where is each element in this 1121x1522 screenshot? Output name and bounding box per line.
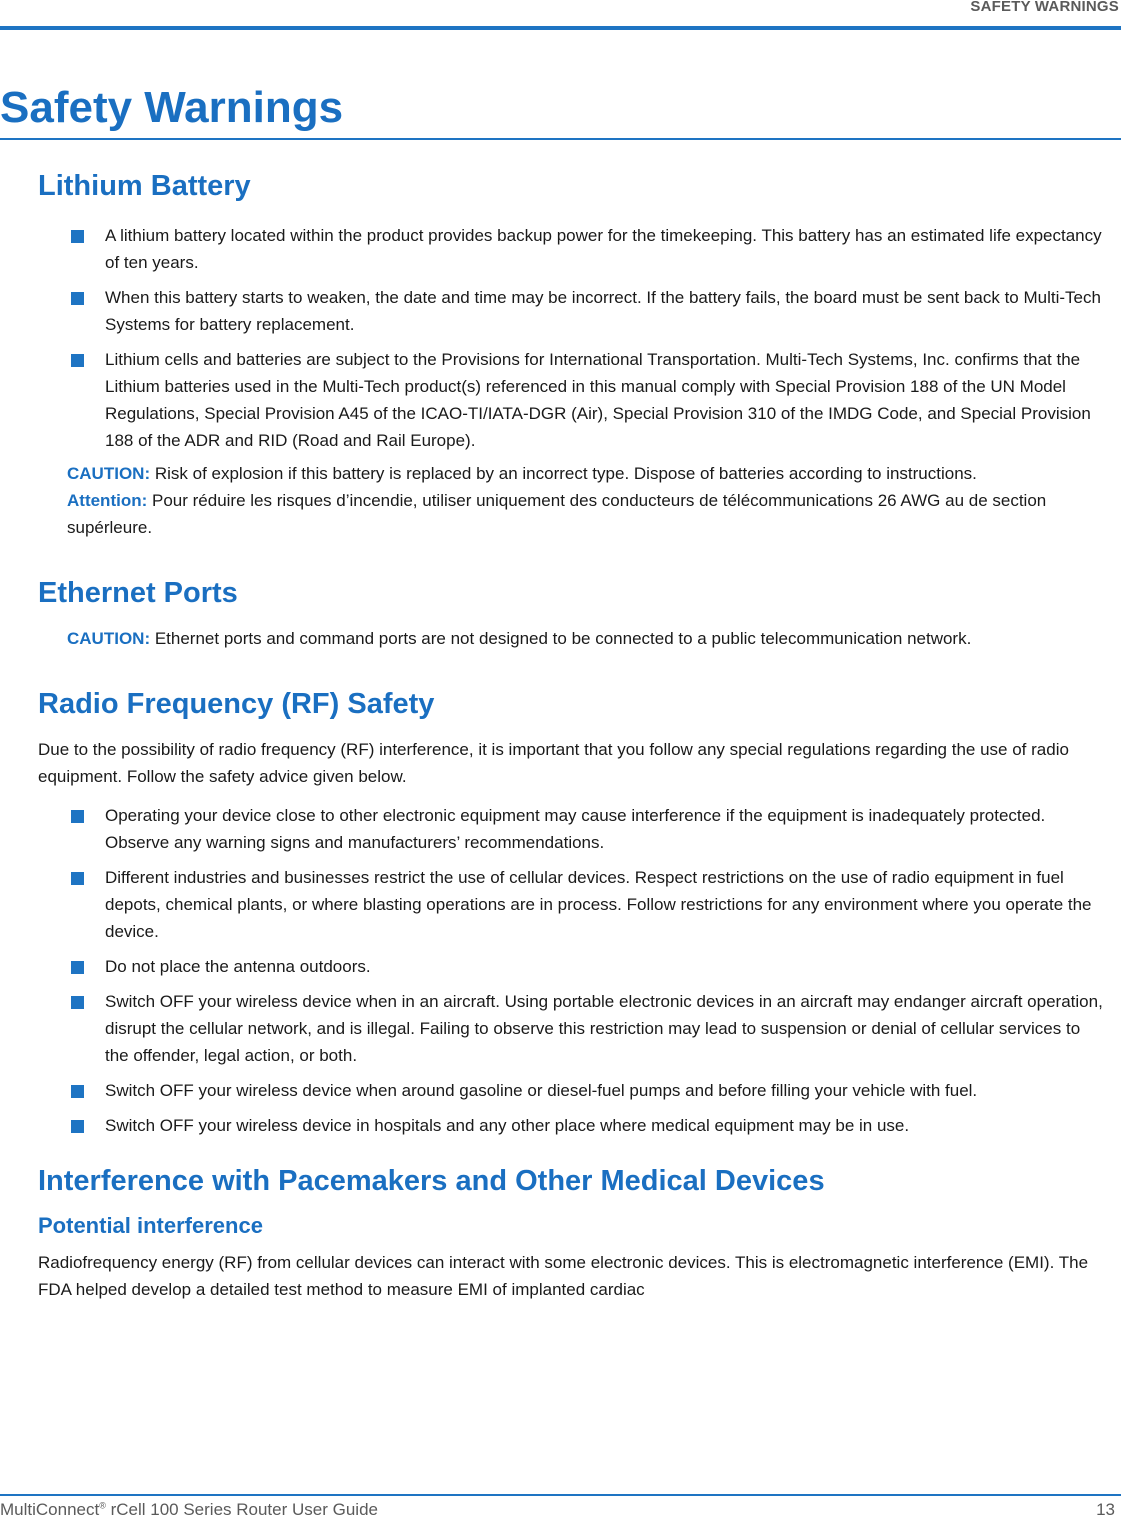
caution-label: CAUTION:: [67, 464, 151, 483]
lithium-bullet-list: [0, 222, 1121, 454]
lithium-heading: Lithium Battery: [38, 170, 251, 202]
potential-interference-heading: Potential interference: [38, 1213, 263, 1238]
title-rule: [0, 138, 1121, 140]
pacemakers-heading: Interference with Pacemakers and Other Medical Devices: [38, 1165, 825, 1197]
header-rule: [0, 26, 1121, 30]
rf-heading: Radio Frequency (RF) Safety: [38, 688, 435, 720]
ethernet-heading: Ethernet Ports: [38, 577, 238, 609]
list-item: When this battery starts to weaken, the date and time may be incorrect. If the battery fails, the board must be sent back to Multi-Tech Systems for battery replacement.: [105, 284, 1107, 338]
bullet-square-icon: [71, 810, 84, 823]
pacemakers-text: Radiofrequency energy (RF) from cellular devices can interact with some electronic devices. This is electromagnetic interference (EMI). The FDA helped develop a detailed test method to measure EMI of implanted cardiac: [38, 1253, 1089, 1299]
lithium-attention: Attention: Pour réduire les risques d’incendie, utiliser uniquement des conducteurs de télécommunications 26 AWG au de section supérleure.: [67, 491, 1047, 537]
page-title: Safety Warnings: [0, 83, 344, 132]
bullet-square-icon: [71, 292, 84, 305]
rf-bullet-list: [0, 802, 1121, 1139]
bullet-square-icon: [71, 230, 84, 243]
list-item: Switch OFF your wireless device when in an aircraft. Using portable electronic devices in an aircraft may endanger aircraft operation, disrupt the cellular network, and is illegal. Failing to observe this restriction may lead to suspension or denial of cellular services to the offender, legal action, or both.: [105, 988, 1107, 1069]
page-number: 13: [1096, 1500, 1115, 1519]
footer-rule: [0, 1494, 1121, 1496]
bullet-square-icon: [71, 996, 84, 1009]
list-item: Switch OFF your wireless device when around gasoline or diesel-fuel pumps and before filling your vehicle with fuel.: [105, 1077, 1107, 1104]
bullet-square-icon: [71, 872, 84, 885]
list-item: Different industries and businesses restrict the use of cellular devices. Respect restrictions on the use of radio equipment in fuel depots, chemical plants, or where blasting operations are in process. Follow restrictions for any environment where you operate the device.: [105, 864, 1107, 945]
lithium-caution: CAUTION: Risk of explosion if this battery is replaced by an incorrect type. Dispose of batteries according to instructions.: [67, 464, 977, 483]
bullet-square-icon: [71, 1085, 84, 1098]
list-item: Lithium cells and batteries are subject to the Provisions for International Transportation. Multi-Tech Systems, Inc. confirms that the Lithium batteries used in the Multi-Tech product(s) referenced in this manual comply with Special Provision 188 of the UN Model Regulations, Special Provision A45 of the ICAO-TI/IATA-DGR (Air), Special Provision 310 of the IMDG Code, and Special Provision 188 of the ADR and RID (Road and Rail Europe).: [105, 346, 1107, 454]
list-item: Operating your device close to other electronic equipment may cause interference if the equipment is inadequately protected. Observe any warning signs and manufacturers’ recommendations.: [105, 802, 1107, 856]
attention-label: Attention:: [67, 491, 148, 510]
rf-intro: Due to the possibility of radio frequency (RF) interference, it is important that you follow any special regulations regarding the use of radio equipment. Follow the safety advice given below.: [38, 740, 1069, 786]
list-item: A lithium battery located within the product provides backup power for the timekeeping. This battery has an estimated life expectancy of ten years.: [105, 222, 1107, 276]
bullet-square-icon: [71, 1120, 84, 1133]
list-item: Do not place the antenna outdoors.: [105, 953, 1107, 980]
footer-document-title: MultiConnect® rCell 100 Series Router User Guide: [0, 1500, 378, 1519]
document-body: [0, 166, 1121, 1303]
bullet-square-icon: [71, 354, 84, 367]
list-item: Switch OFF your wireless device in hospitals and any other place where medical equipment may be in use.: [105, 1112, 1107, 1139]
bullet-square-icon: [71, 961, 84, 974]
caution-label: CAUTION:: [67, 629, 151, 648]
ethernet-caution: CAUTION: Ethernet ports and command ports are not designed to be connected to a public telecommunication network.: [67, 629, 972, 648]
header-section-title: SAFETY WARNINGS: [970, 0, 1119, 15]
